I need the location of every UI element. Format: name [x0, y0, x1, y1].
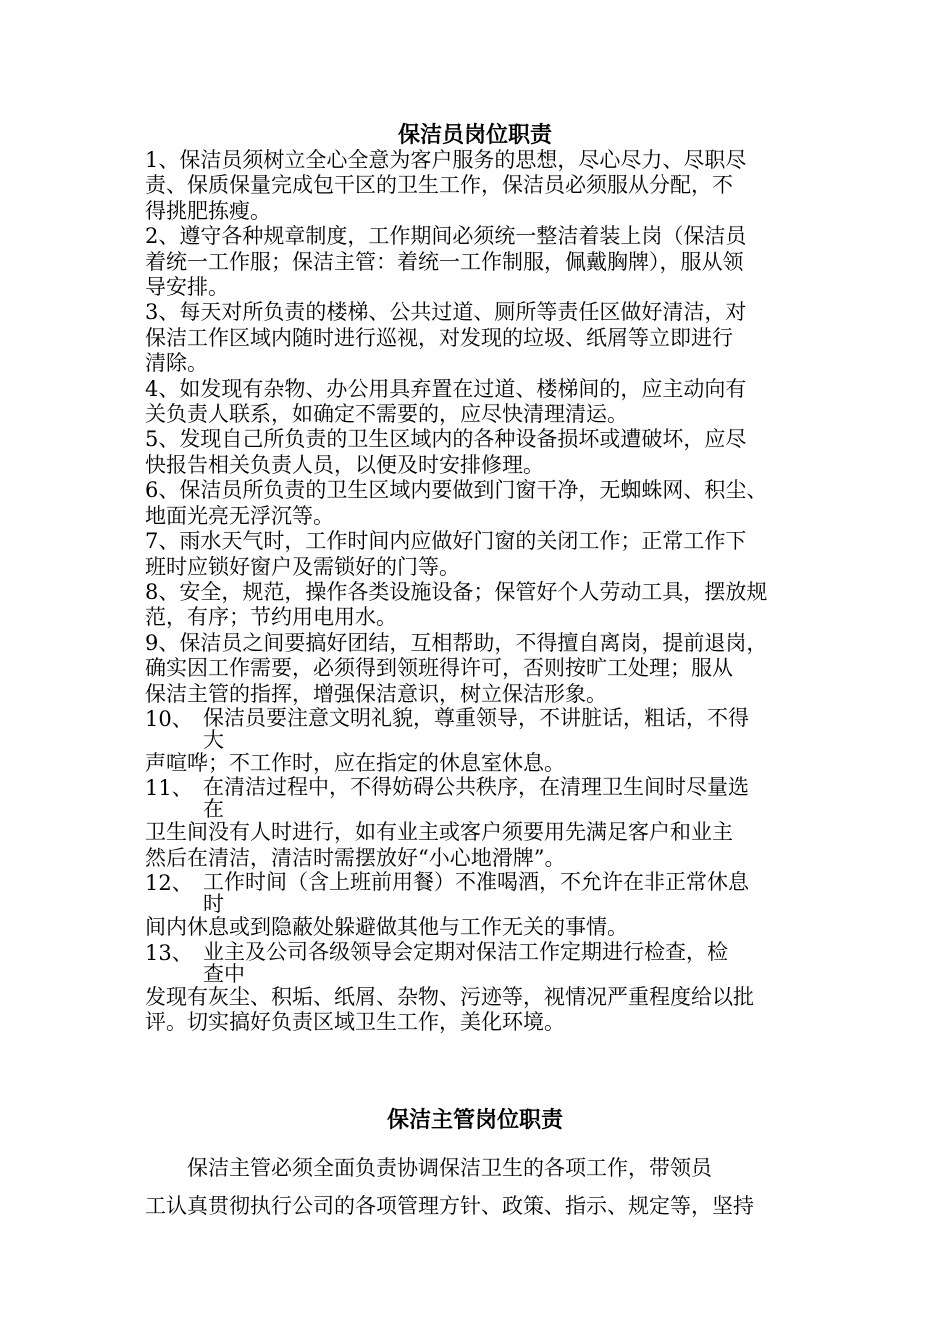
title-supervisor-duties: 保洁主管岗位职责 [386, 1107, 563, 1133]
list-item-text: 业主及公司各级领导会定期对保洁工作定期进行检查，检 [203, 939, 728, 964]
list-item-line: 评。切实搞好负责区域卫生工作，美化环境。 [145, 1009, 565, 1034]
list-item-text: 在 [203, 797, 224, 822]
list-item-line: 9、保洁员之间要搞好团结，互相帮助，不得擅自离岗，提前退岗， [145, 630, 768, 655]
supervisor-paragraph-line: 保洁主管必须全面负责协调保洁卫生的各项工作，带领员 [145, 1156, 712, 1180]
list-item-first-line [203, 941, 809, 985]
list-item-line: 导安排。 [145, 275, 229, 300]
title-cleaner-duties: 保洁员岗位职责 [397, 122, 552, 148]
list-item-line: 声喧哗；不工作时，应在指定的休息室休息。 [145, 750, 565, 775]
list-item-line: 地面光亮无浮沉等。 [145, 503, 334, 528]
list-item-line: 清除。 [145, 351, 208, 376]
list-item-line: 4、如发现有杂物、办公用具弃置在过道、楼梯间的，应主动向有 [145, 376, 747, 401]
list-item [145, 776, 825, 820]
list-item-line: 5、发现自己所负责的卫生区域内的各种设备损坏或遭破坏，应尽 [145, 427, 747, 452]
list-item [145, 871, 825, 915]
list-item-line: 保洁工作区域内随时进行巡视，对发现的垃圾、纸屑等立即进行 [145, 325, 733, 350]
list-item-line: 3、每天对所负责的楼梯、公共过道、厕所等责任区做好清洁，对 [145, 300, 747, 325]
list-item-line: 得挑肥拣瘦。 [145, 198, 271, 223]
list-item-line: 快报告相关负责人员，以便及时安排修理。 [145, 452, 544, 477]
list-item-number: 12、 [145, 871, 193, 896]
list-item-line: 7、雨水天气时，工作时间内应做好门窗的关闭工作；正常工作下 [145, 529, 747, 554]
list-item-line: 班时应锁好窗户及需锁好的门等。 [145, 554, 460, 579]
cleaner-duties-list [145, 148, 825, 1035]
list-item-line: 然后在清洁，清洁时需摆放好“小心地滑牌”。 [145, 845, 566, 870]
list-item [145, 707, 825, 751]
list-item-line: 卫生间没有人时进行，如有业主或客户须要用先满足客户和业主 [145, 820, 733, 845]
list-item-line: 关负责人联系，如确定不需要的，应尽快清理清运。 [145, 402, 628, 427]
list-item [145, 941, 825, 985]
list-item-text: 在清洁过程中，不得妨碍公共秩序，在清理卫生间时尽量选 [203, 775, 749, 800]
list-item-number: 11、 [145, 776, 193, 801]
list-item-line: 间内休息或到隐蔽处躲避做其他与工作无关的事情。 [145, 915, 628, 940]
list-item-line: 发现有灰尘、积垢、纸屑、杂物、污迹等，视情况严重程度给以批 [145, 984, 754, 1009]
list-item-text: 查中 [203, 961, 245, 986]
list-item-text: 大 [203, 727, 224, 752]
list-item-line: 6、保洁员所负责的卫生区域内要做到门窗干净，无蜘蛛网、积尘、 [145, 478, 768, 503]
list-item-text: 时 [203, 892, 224, 917]
list-item-number: 10、 [145, 706, 193, 731]
list-item-text: 保洁员要注意文明礼貌，尊重领导，不讲脏话，粗话，不得 [203, 705, 749, 730]
supervisor-paragraph-line: 工认真贯彻执行公司的各项管理方针、政策、指示、规定等，坚持 [145, 1194, 754, 1218]
list-item-line: 保洁主管的指挥，增强保洁意识，树立保洁形象。 [145, 681, 607, 706]
list-item-first-line [203, 707, 809, 751]
list-item-line: 范，有序；节约用电用水。 [145, 605, 397, 630]
list-item-line: 责、保质保量完成包干区的卫生工作，保洁员必须服从分配，不 [145, 173, 733, 198]
list-item-number: 13、 [145, 940, 193, 965]
list-item-first-line [203, 776, 809, 820]
list-item-line: 确实因工作需要，必须得到领班得许可，否则按旷工处理；服从 [145, 656, 733, 681]
list-item-line: 1、保洁员须树立全心全意为客户服务的思想，尽心尽力、尽职尽 [145, 148, 747, 172]
numbered-items [145, 148, 825, 707]
hanging-items [145, 707, 825, 1035]
list-item-first-line [203, 871, 809, 915]
list-item-text: 工作时间（含上班前用餐）不准喝酒，不允许在非正常休息 [203, 870, 749, 895]
list-item-line: 2、遵守各种规章制度，工作期间必须统一整洁着装上岗（保洁员 [145, 224, 747, 249]
list-item-line: 着统一工作服；保洁主管：着统一工作制服，佩戴胸牌），服从领 [145, 249, 744, 274]
list-item-line: 8、安全，规范，操作各类设施设备；保管好个人劳动工具，摆放规 [145, 579, 768, 604]
